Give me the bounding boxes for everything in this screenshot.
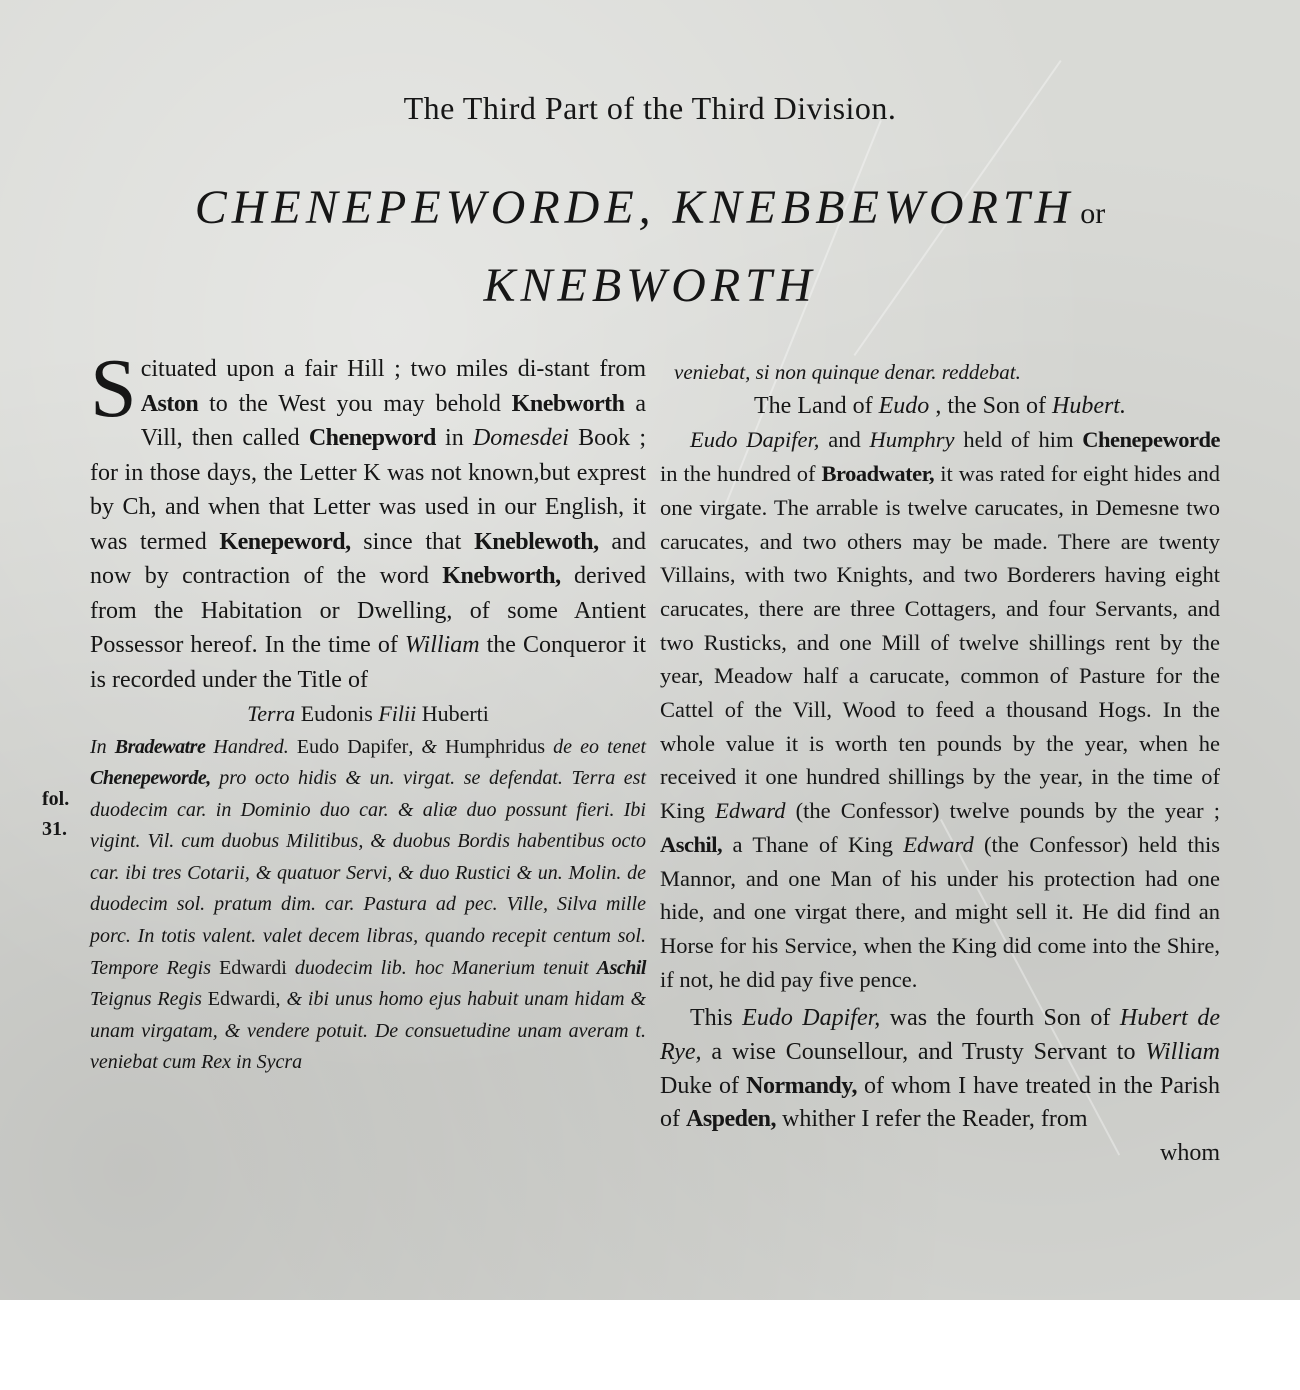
text-run: Eudo: [878, 392, 930, 419]
text-run: pro octo hidis & un. virgat. se defendat. Terra est duodecim car. in Dominio duo car. & aliæ duo possunt fieri. Ibi vigint. Vil. cum duobus Militibus, & duobus Bordis habentibus octo car. ibi tres Cotarii, & quatuor Servi, & duo Rustici & un. Molin. de duodecim sol. pratum dim. car. Pastura ad pec. Ville, Silva mille porc. In totis valent. valet decem libras, quando recepit centum sol. Tempore Regis: [90, 767, 646, 979]
text-run: Eudo Dapifer,: [742, 1005, 881, 1032]
text-run: Huberti: [421, 701, 489, 726]
text-run: Book ; for in those days, the Letter K was not known,but exprest by Ch, and when that Letter was used in our English, it was termed: [90, 425, 646, 555]
text-run: (the Confessor) twelve pounds by the year ;: [785, 798, 1221, 824]
text-run: William: [1145, 1039, 1220, 1066]
text-run: Humphridus: [445, 735, 546, 758]
page-title: [0, 172, 1300, 322]
text-run: Aschil: [596, 956, 646, 979]
text-run: This: [690, 1005, 743, 1032]
text-run: the Conqueror it is recorded under the Title of: [90, 632, 646, 693]
text-run: Eudo Dapifer: [296, 735, 409, 758]
text-run: The Land of: [754, 392, 879, 419]
text-run: Knebworth: [511, 390, 625, 417]
text-run: held of him: [954, 427, 1083, 453]
text-run: , the Son of: [929, 392, 1052, 419]
text-run: derived from the Habitation or Dwelling, of some Antient Possessor hereof. In the time of: [90, 563, 647, 658]
text-run: Chenepword: [308, 425, 436, 451]
text-run: Edwardi: [219, 956, 287, 979]
text-run: Humphry: [869, 427, 955, 453]
text-run: Bradewatre: [114, 735, 206, 758]
text-run: whither I refer the Reader, from: [776, 1106, 1088, 1133]
latin-heading: [90, 697, 646, 732]
running-head: The Third Part of the Third Division.: [403, 90, 897, 126]
text-run: Eudonis: [300, 701, 379, 726]
text-run: Chenepeworde,: [90, 767, 211, 790]
text-run: duodecim lib. hoc Manerium tenuit: [286, 956, 597, 979]
text-run: a Vill, then called: [140, 390, 647, 451]
title-or: or: [1080, 197, 1106, 230]
latin-continuation: veniebat, si non quinque denar. reddebat.: [674, 360, 1021, 384]
text-run: Edwardi,: [207, 988, 281, 1011]
text-run: Domesdei: [472, 425, 569, 451]
text-run: and now by contraction of the word: [90, 528, 646, 589]
left-paragraph: [90, 342, 647, 697]
left-column: [90, 342, 647, 1079]
right-column: [660, 356, 1220, 1171]
text-run: Hubert.: [1051, 392, 1126, 419]
right-paragraph-2: [660, 1002, 1220, 1137]
text-run: Handred.: [205, 735, 297, 758]
text-run: William: [404, 632, 480, 658]
text-run: a Thane of King: [722, 831, 904, 857]
text-run: Aspeden,: [686, 1106, 777, 1133]
margin-note-number: 31.: [42, 818, 67, 840]
text-run: Filii: [378, 701, 422, 726]
text-run: Hubert de Rye,: [660, 1005, 1220, 1066]
text-run: de eo tenet: [545, 735, 647, 758]
text-run: Knebworth,: [442, 563, 561, 589]
text-run: , &: [408, 735, 446, 758]
text-run: since that: [350, 528, 475, 555]
text-run: a wise Counsellour, and Trusty Servant to: [701, 1039, 1146, 1066]
text-run: Duke of: [660, 1072, 747, 1099]
text-run: and: [819, 427, 870, 453]
text-run: it was rated for eight hides and one virgate. The arrable is twelve carucates, in Demesne two carucates, and two others may be made. There are twenty Villains, with two Knights, and two Borderers having eight carucates, there are three Cottagers, and four Servants, and two Rusticks, and one Mill of twelve shillings rent by the year, Meadow half a carucate, common of Pasture for the Cattel of the Vill, Wood to feed a thousand Hogs. In the whole value it is worth ten pounds by the year, when he received it one hundred shillings by the year, in the time of King: [660, 461, 1220, 824]
right-paragraph-1: [660, 423, 1220, 996]
margin-note-fol: fol.: [42, 788, 70, 810]
text-run: & ibi unus homo ejus habuit unam hidam & unam virgatam, & vendere potuit. De consuetudine unam averam t. veniebat cum Rex in Sycra: [90, 988, 647, 1074]
text-run: cituated upon a fair Hill ; two miles di-: [140, 356, 545, 382]
text-run: to the West you may behold: [198, 390, 512, 417]
text-run: was the fourth Son of: [880, 1005, 1120, 1032]
text-run: Edward: [715, 798, 786, 824]
text-run: in the hundred of: [660, 461, 822, 487]
catchword: whom: [1160, 1140, 1220, 1167]
text-run: In: [90, 735, 115, 758]
text-run: Kneblewoth,: [474, 528, 599, 555]
text-run: Aschil,: [660, 831, 723, 857]
title-line-2: KNEBWORTH: [483, 259, 817, 312]
text-run: Normandy,: [746, 1072, 857, 1099]
text-run: stant from: [544, 356, 647, 382]
text-run: Edward: [903, 831, 974, 857]
text-run: Broadwater,: [821, 461, 935, 487]
section-heading: [660, 390, 1220, 424]
text-run: Chenepeworde: [1082, 427, 1220, 453]
text-run: Teignus Regis: [90, 988, 208, 1011]
text-run: Kenepeword,: [219, 528, 351, 555]
text-run: Aston: [140, 390, 199, 417]
text-run: in: [435, 425, 473, 451]
drop-cap: S: [90, 342, 137, 435]
latin-passage: [90, 732, 646, 1080]
text-run: Terra: [247, 701, 301, 726]
text-run: of whom I have treated in the Parish of: [660, 1072, 1221, 1133]
title-line-1: CHENEPEWORDE, KNEBBEWORTH: [194, 181, 1075, 234]
text-run: Eudo Dapifer,: [690, 427, 820, 453]
text-run: (the Confessor) held this Mannor, and one Man of his under his protection had one hide, and one virgat there, and might sell it. He did find an Horse for his Service, when the King did come into the Shire, if not, he did pay five pence.: [660, 831, 1220, 992]
